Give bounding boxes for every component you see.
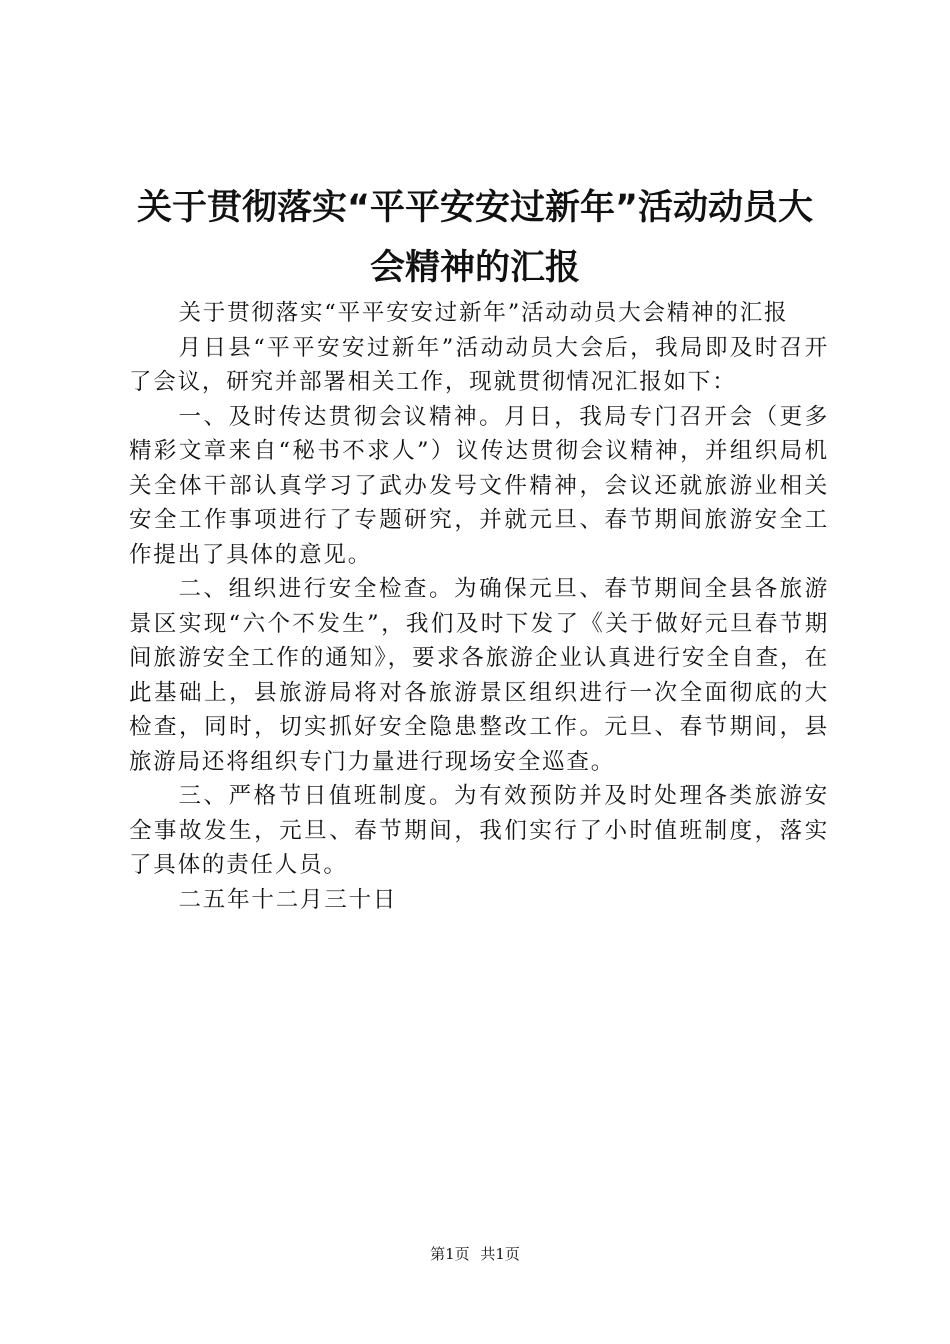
body-paragraph-section-2: 二、组织进行安全检查。为确保元旦、春节期间全县各旅游景区实现“六个不发生”，我们及时下发了《关于做好元旦春节期间旅游安全工作的通知》，要求各旅游企业认真进行安全自查，在此基础上，县旅游局将对各旅游景区组织进行一次全面彻底的大检查，同时，切实抓好安全隐患整改工作。元旦、春节期间，县旅游局还将组织专门力量进行现场安全巡查。 xyxy=(129,576,829,775)
body-paragraph-section-3: 三、严格节日值班制度。为有效预防并及时处理各类旅游安全事故发生，元旦、春节期间，我们实行了小时值班制度，落实了具体的责任人员。 xyxy=(129,783,829,878)
body-paragraph-intro: 月日县“平平安安过新年”活动动员大会后，我局即及时召开了会议，研究并部署相关工作，现就贯彻情况汇报如下： xyxy=(129,334,829,395)
body-paragraph-date: 二五年十二月三十日 xyxy=(178,886,398,913)
page-footer xyxy=(0,1243,950,1264)
body-paragraph-heading-repeat: 关于贯彻落实“平平安安过新年”活动动员大会精神的汇报 xyxy=(178,300,789,326)
page-number-current: 第1页 xyxy=(430,1245,470,1263)
document-title: 关于贯彻落实“平平安安过新年”活动动员大会精神的汇报 xyxy=(136,188,813,288)
document-body xyxy=(129,296,829,917)
body-paragraph-section-1: 一、及时传达贯彻会议精神。月日，我局专门召开会（更多精彩文章来自“秘书不求人”）议传达贯彻会议精神，并组织局机关全体干部认真学习了武办发号文件精神，会议还就旅游业相关安全工作事项进行了专题研究，并就元旦、春节期间旅游安全工作提出了具体的意见。 xyxy=(129,403,829,568)
page-number-total: 共1页 xyxy=(480,1245,520,1263)
